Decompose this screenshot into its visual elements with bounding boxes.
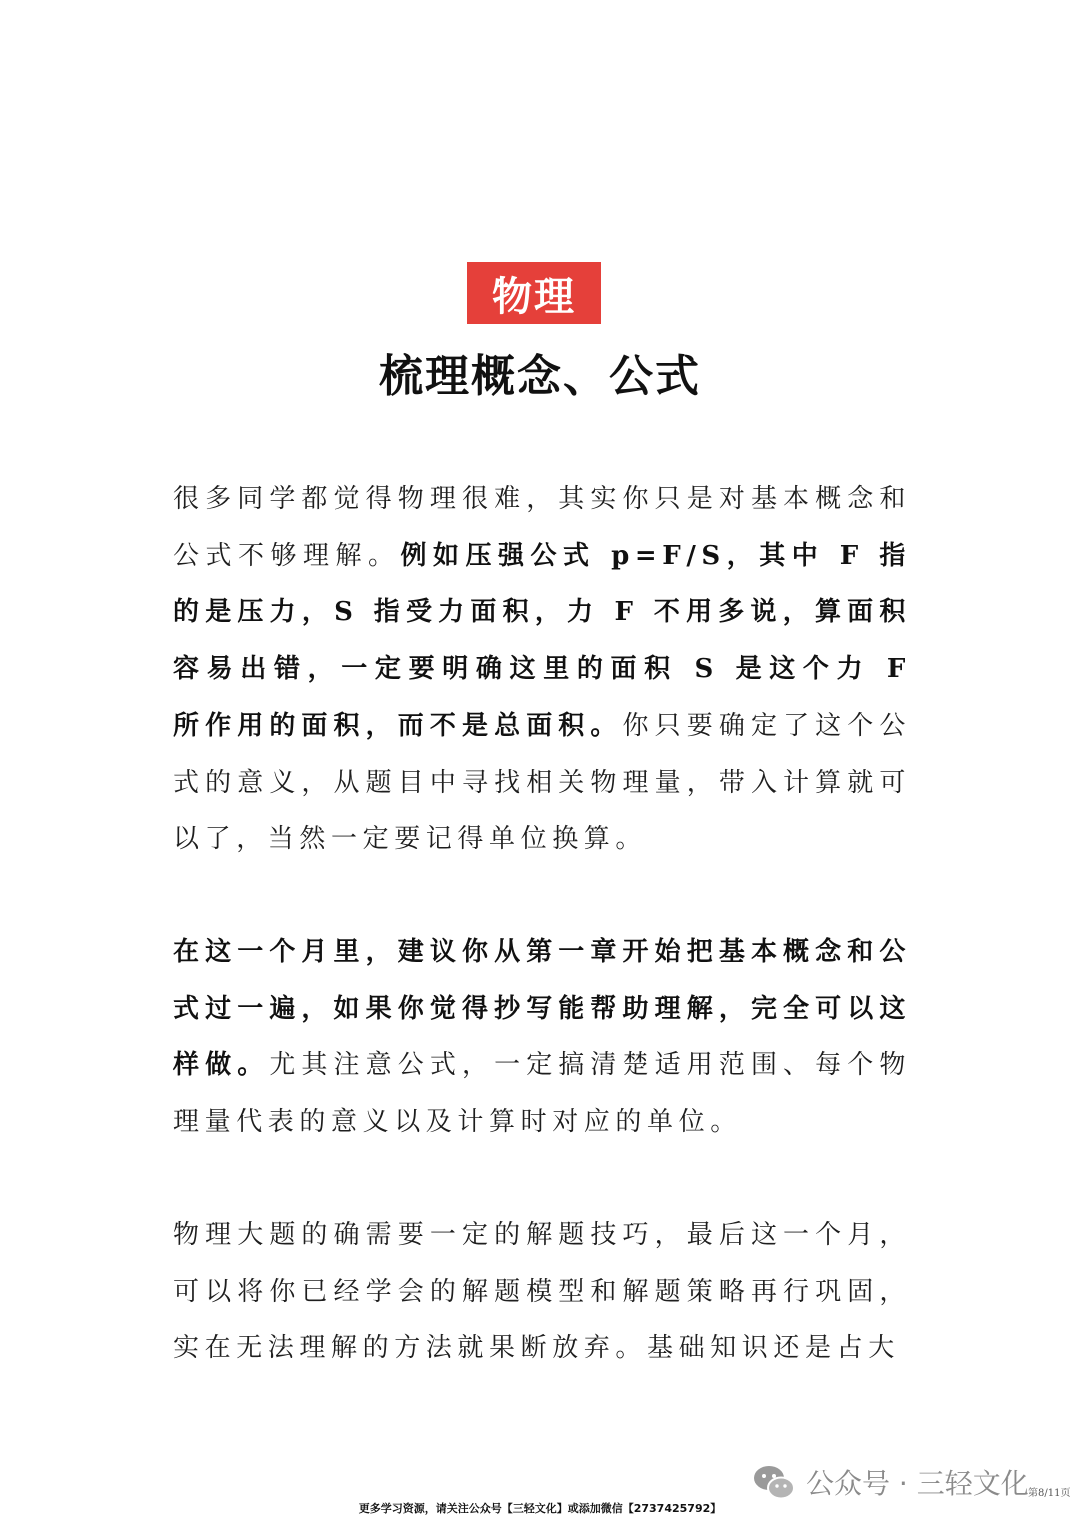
paragraph-run: 物理大题的确需要一定的解题技巧，最后这一个月，可以将你已经学会的解题模型和解题策略再行巩固，实在无法理解的方法就果断放弃。基础知识还是占大 [173, 1220, 911, 1364]
watermark [752, 1462, 1029, 1502]
subject-tag-label: 物理 [492, 272, 576, 320]
paragraph-concepts [173, 471, 911, 868]
page-title: 梳理概念、公式 [379, 351, 701, 402]
page-number: 第8/11页 [1028, 1488, 1071, 1499]
subject-tag [467, 262, 601, 324]
paragraph-run: 很多同学都觉得物理很难，其实你只是对基本概念和公式不够理解。 [173, 484, 911, 571]
paragraph-run-bold: 例如压强公式 p=F/S，其中 F 指的是压力，S 指受力面积，力 F 不用多说，算面积容易出错，一定要明确这里的面积 S 是这个力 F 所作用的面积，而不是总面积。 [173, 540, 911, 741]
paragraph-run: 尤其注意公式，一定搞清楚适用范围、每个物理量代表的意义以及计算时对应的单位。 [173, 1050, 911, 1138]
wechat-icon [752, 1462, 796, 1502]
paragraph-review-plan [173, 924, 911, 1151]
watermark-text: 公众号 · 三轻文化 [806, 1467, 1029, 1500]
footer-note: 更多学习资源，请关注公众号【三轻文化】或添加微信【2737425792】 [358, 1502, 722, 1515]
paragraph-run: 你只要确定了这个公式的意义，从题目中寻找相关物理量，带入计算就可以了，当然一定要记得单位换算。 [173, 710, 911, 855]
paragraph-problem-solving [173, 1207, 911, 1377]
paragraph-run-bold: 在这一个月里，建议你从第一章开始把基本概念和公式过一遍，如果你觉得抄写能帮助理解，完全可以这样做。 [173, 937, 911, 1081]
